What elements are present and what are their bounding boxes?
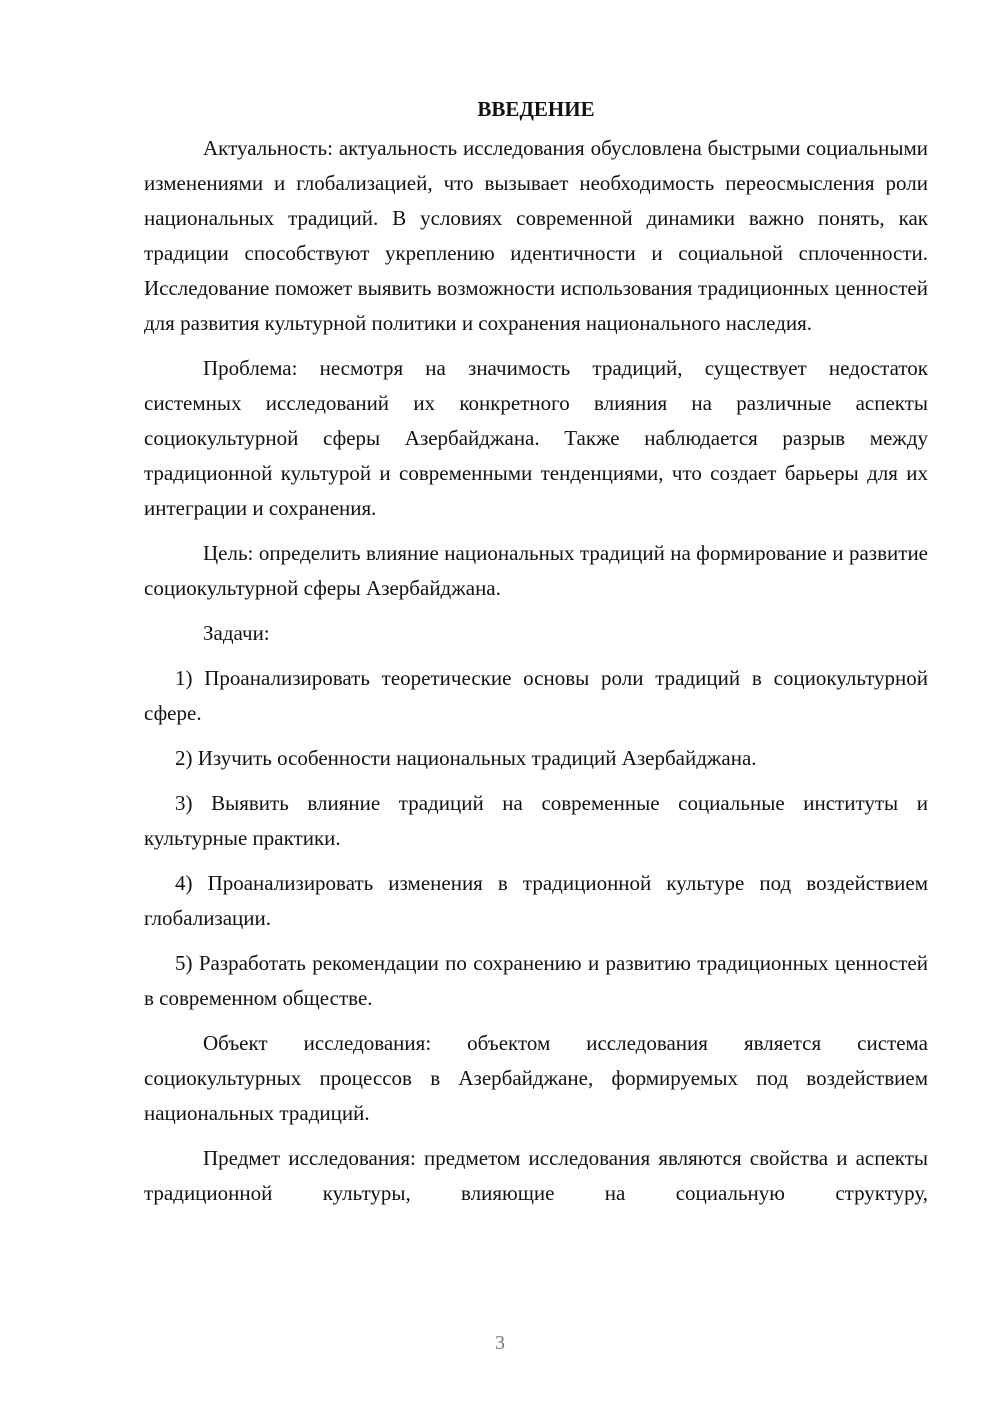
relevance-paragraph: Актуальность: актуальность исследования обусловлена быстрыми социальными изменениями и глобализацией, что вызывает необходимость переосмысления роли национальных традиций. В условиях современной динамики важно понять, как традиции способствуют укреплению идентичности и социальной сплоченности. Исследование поможет выявить возможности использования традиционных ценностей для развития культурной политики и сохранения национального наследия. xyxy=(144,136,928,335)
section-heading: ВВЕДЕНИЕ xyxy=(477,97,595,121)
object-paragraph: Объект исследования: объектом исследования является система социокультурных процессов в Азербайджане, формируемых под воздействием национальных традиций. xyxy=(144,1031,928,1125)
task-item-2: 2) Изучить особенности национальных традиций Азербайджана. xyxy=(175,746,757,770)
page-number: 3 xyxy=(495,1332,505,1354)
task-item-5: 5) Разработать рекомендации по сохранению и развитию традиционных ценностей в современном обществе. xyxy=(144,951,928,1010)
task-item-4: 4) Проанализировать изменения в традиционной культуре под воздействием глобализации. xyxy=(144,871,928,930)
goal-paragraph: Цель: определить влияние национальных традиций на формирование и развитие социокультурной сферы Азербайджана. xyxy=(144,541,928,600)
tasks-label: Задачи: xyxy=(203,621,270,645)
task-item-3: 3) Выявить влияние традиций на современные социальные институты и культурные практики. xyxy=(144,791,928,850)
subject-paragraph: Предмет исследования: предметом исследования являются свойства и аспекты традиционной культуры, влияющие на социальную структуру, xyxy=(144,1146,928,1205)
problem-paragraph: Проблема: несмотря на значимость традиций, существует недостаток системных исследований их конкретного влияния на различные аспекты социокультурной сферы Азербайджана. Также наблюдается разрыв между традиционной культурой и современными тенденциями, что создает барьеры для их интеграции и сохранения. xyxy=(144,356,928,520)
document-page xyxy=(144,92,928,1221)
task-item-1: 1) Проанализировать теоретические основы роли традиций в социокультурной сфере. xyxy=(144,666,928,725)
